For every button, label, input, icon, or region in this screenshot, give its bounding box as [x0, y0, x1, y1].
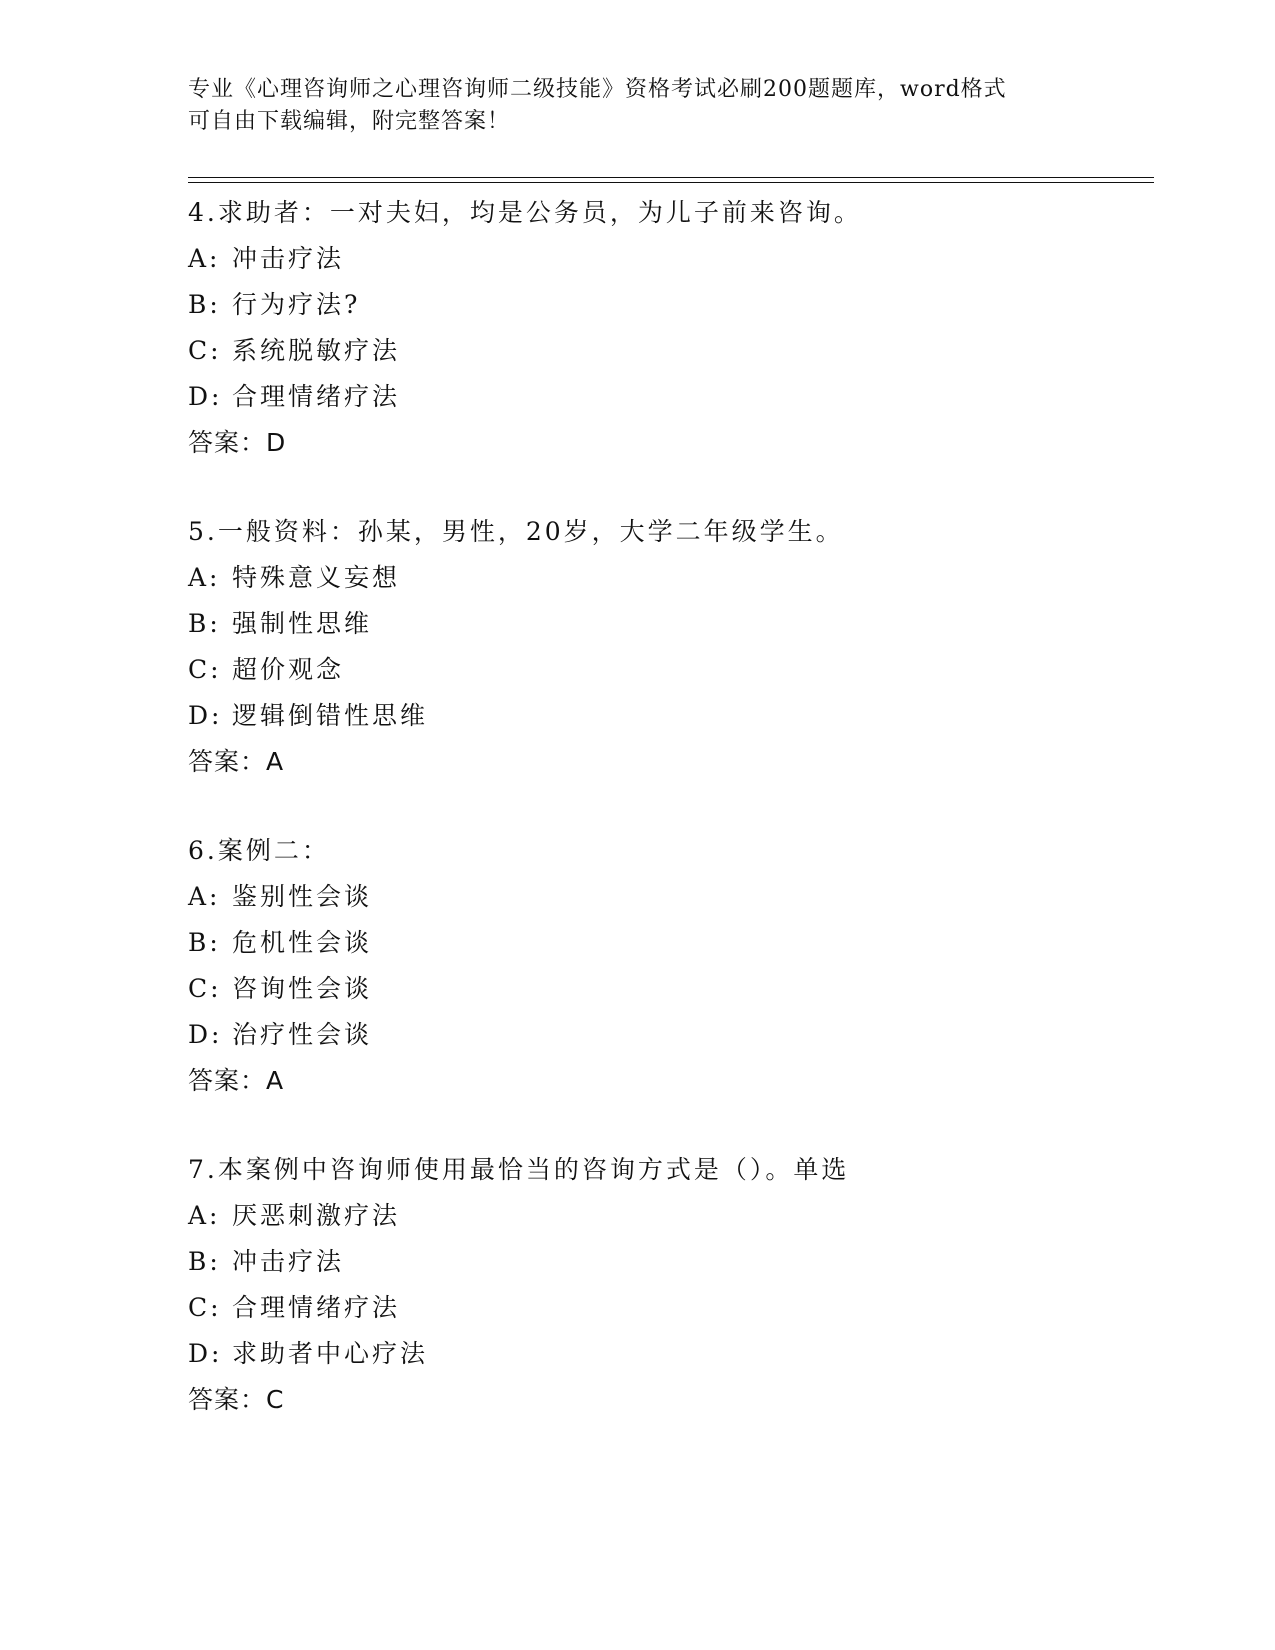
option-a — [188, 1193, 1148, 1239]
option-a — [188, 555, 1148, 601]
question-item — [188, 190, 1148, 466]
option-a — [188, 236, 1148, 282]
option-text: 系统脱敏疗法 — [232, 336, 401, 365]
header-line-1: 专业《心理咨询师之心理咨询师二级技能》资格考试必刷200题题库，word格式 — [188, 77, 1007, 102]
option-c — [188, 647, 1148, 693]
option-key: C: — [188, 1293, 222, 1322]
option-key: B: — [188, 290, 221, 319]
question-item — [188, 1147, 1148, 1423]
option-c — [188, 966, 1148, 1012]
question-stem: 5.一般资料：孙某，男性，20岁，大学二年级学生。 — [188, 517, 844, 546]
option-key: A: — [188, 563, 221, 592]
option-text: 咨询性会谈 — [232, 974, 373, 1003]
option-text: 强制性思维 — [232, 609, 373, 638]
option-key: B: — [188, 609, 221, 638]
answer-line: 答案：A — [188, 1066, 285, 1095]
option-text: 冲击疗法 — [232, 1247, 345, 1276]
option-b — [188, 282, 1148, 328]
option-key: A: — [188, 882, 221, 911]
answer-line: 答案：D — [188, 428, 287, 457]
answer-line: 答案：C — [188, 1385, 285, 1414]
option-key: D: — [188, 1020, 223, 1049]
option-key: C: — [188, 655, 222, 684]
option-a — [188, 874, 1148, 920]
option-key: A: — [188, 1201, 221, 1230]
question-item — [188, 509, 1148, 785]
option-text: 逻辑倒错性思维 — [232, 701, 429, 730]
option-key: B: — [188, 928, 221, 957]
option-b — [188, 601, 1148, 647]
question-item — [188, 828, 1148, 1104]
option-b — [188, 920, 1148, 966]
option-key: D: — [188, 701, 223, 730]
option-text: 治疗性会谈 — [232, 1020, 373, 1049]
header-divider-bottom — [188, 182, 1154, 183]
option-c — [188, 328, 1148, 374]
option-d — [188, 374, 1148, 420]
option-b — [188, 1239, 1148, 1285]
question-stem: 4.求助者：一对夫妇，均是公务员，为儿子前来咨询。 — [188, 198, 862, 227]
option-text: 特殊意义妄想 — [232, 563, 401, 592]
option-text: 求助者中心疗法 — [232, 1339, 429, 1368]
option-text: 鉴别性会谈 — [232, 882, 373, 911]
option-key: C: — [188, 336, 222, 365]
question-stem: 7.本案例中咨询师使用最恰当的咨询方式是（）。单选 — [188, 1155, 850, 1184]
option-key: C: — [188, 974, 222, 1003]
option-key: A: — [188, 244, 221, 273]
option-text: 冲击疗法 — [232, 244, 345, 273]
option-text: 合理情绪疗法 — [232, 382, 401, 411]
option-text: 超价观念 — [232, 655, 345, 684]
question-stem: 6.案例二： — [188, 836, 330, 865]
option-d — [188, 693, 1148, 739]
option-text: 行为疗法? — [232, 290, 361, 319]
option-text: 危机性会谈 — [232, 928, 373, 957]
option-d — [188, 1331, 1148, 1377]
question-list — [188, 190, 1148, 1466]
answer-line: 答案：A — [188, 747, 285, 776]
option-text: 厌恶刺激疗法 — [232, 1201, 401, 1230]
header-line-2: 可自由下载编辑，附完整答案！ — [188, 109, 511, 134]
option-d — [188, 1012, 1148, 1058]
header-divider-top — [188, 177, 1154, 178]
option-key: D: — [188, 382, 223, 411]
option-key: D: — [188, 1339, 223, 1368]
option-key: B: — [188, 1247, 221, 1276]
document-header — [188, 74, 1088, 138]
option-text: 合理情绪疗法 — [232, 1293, 401, 1322]
option-c — [188, 1285, 1148, 1331]
